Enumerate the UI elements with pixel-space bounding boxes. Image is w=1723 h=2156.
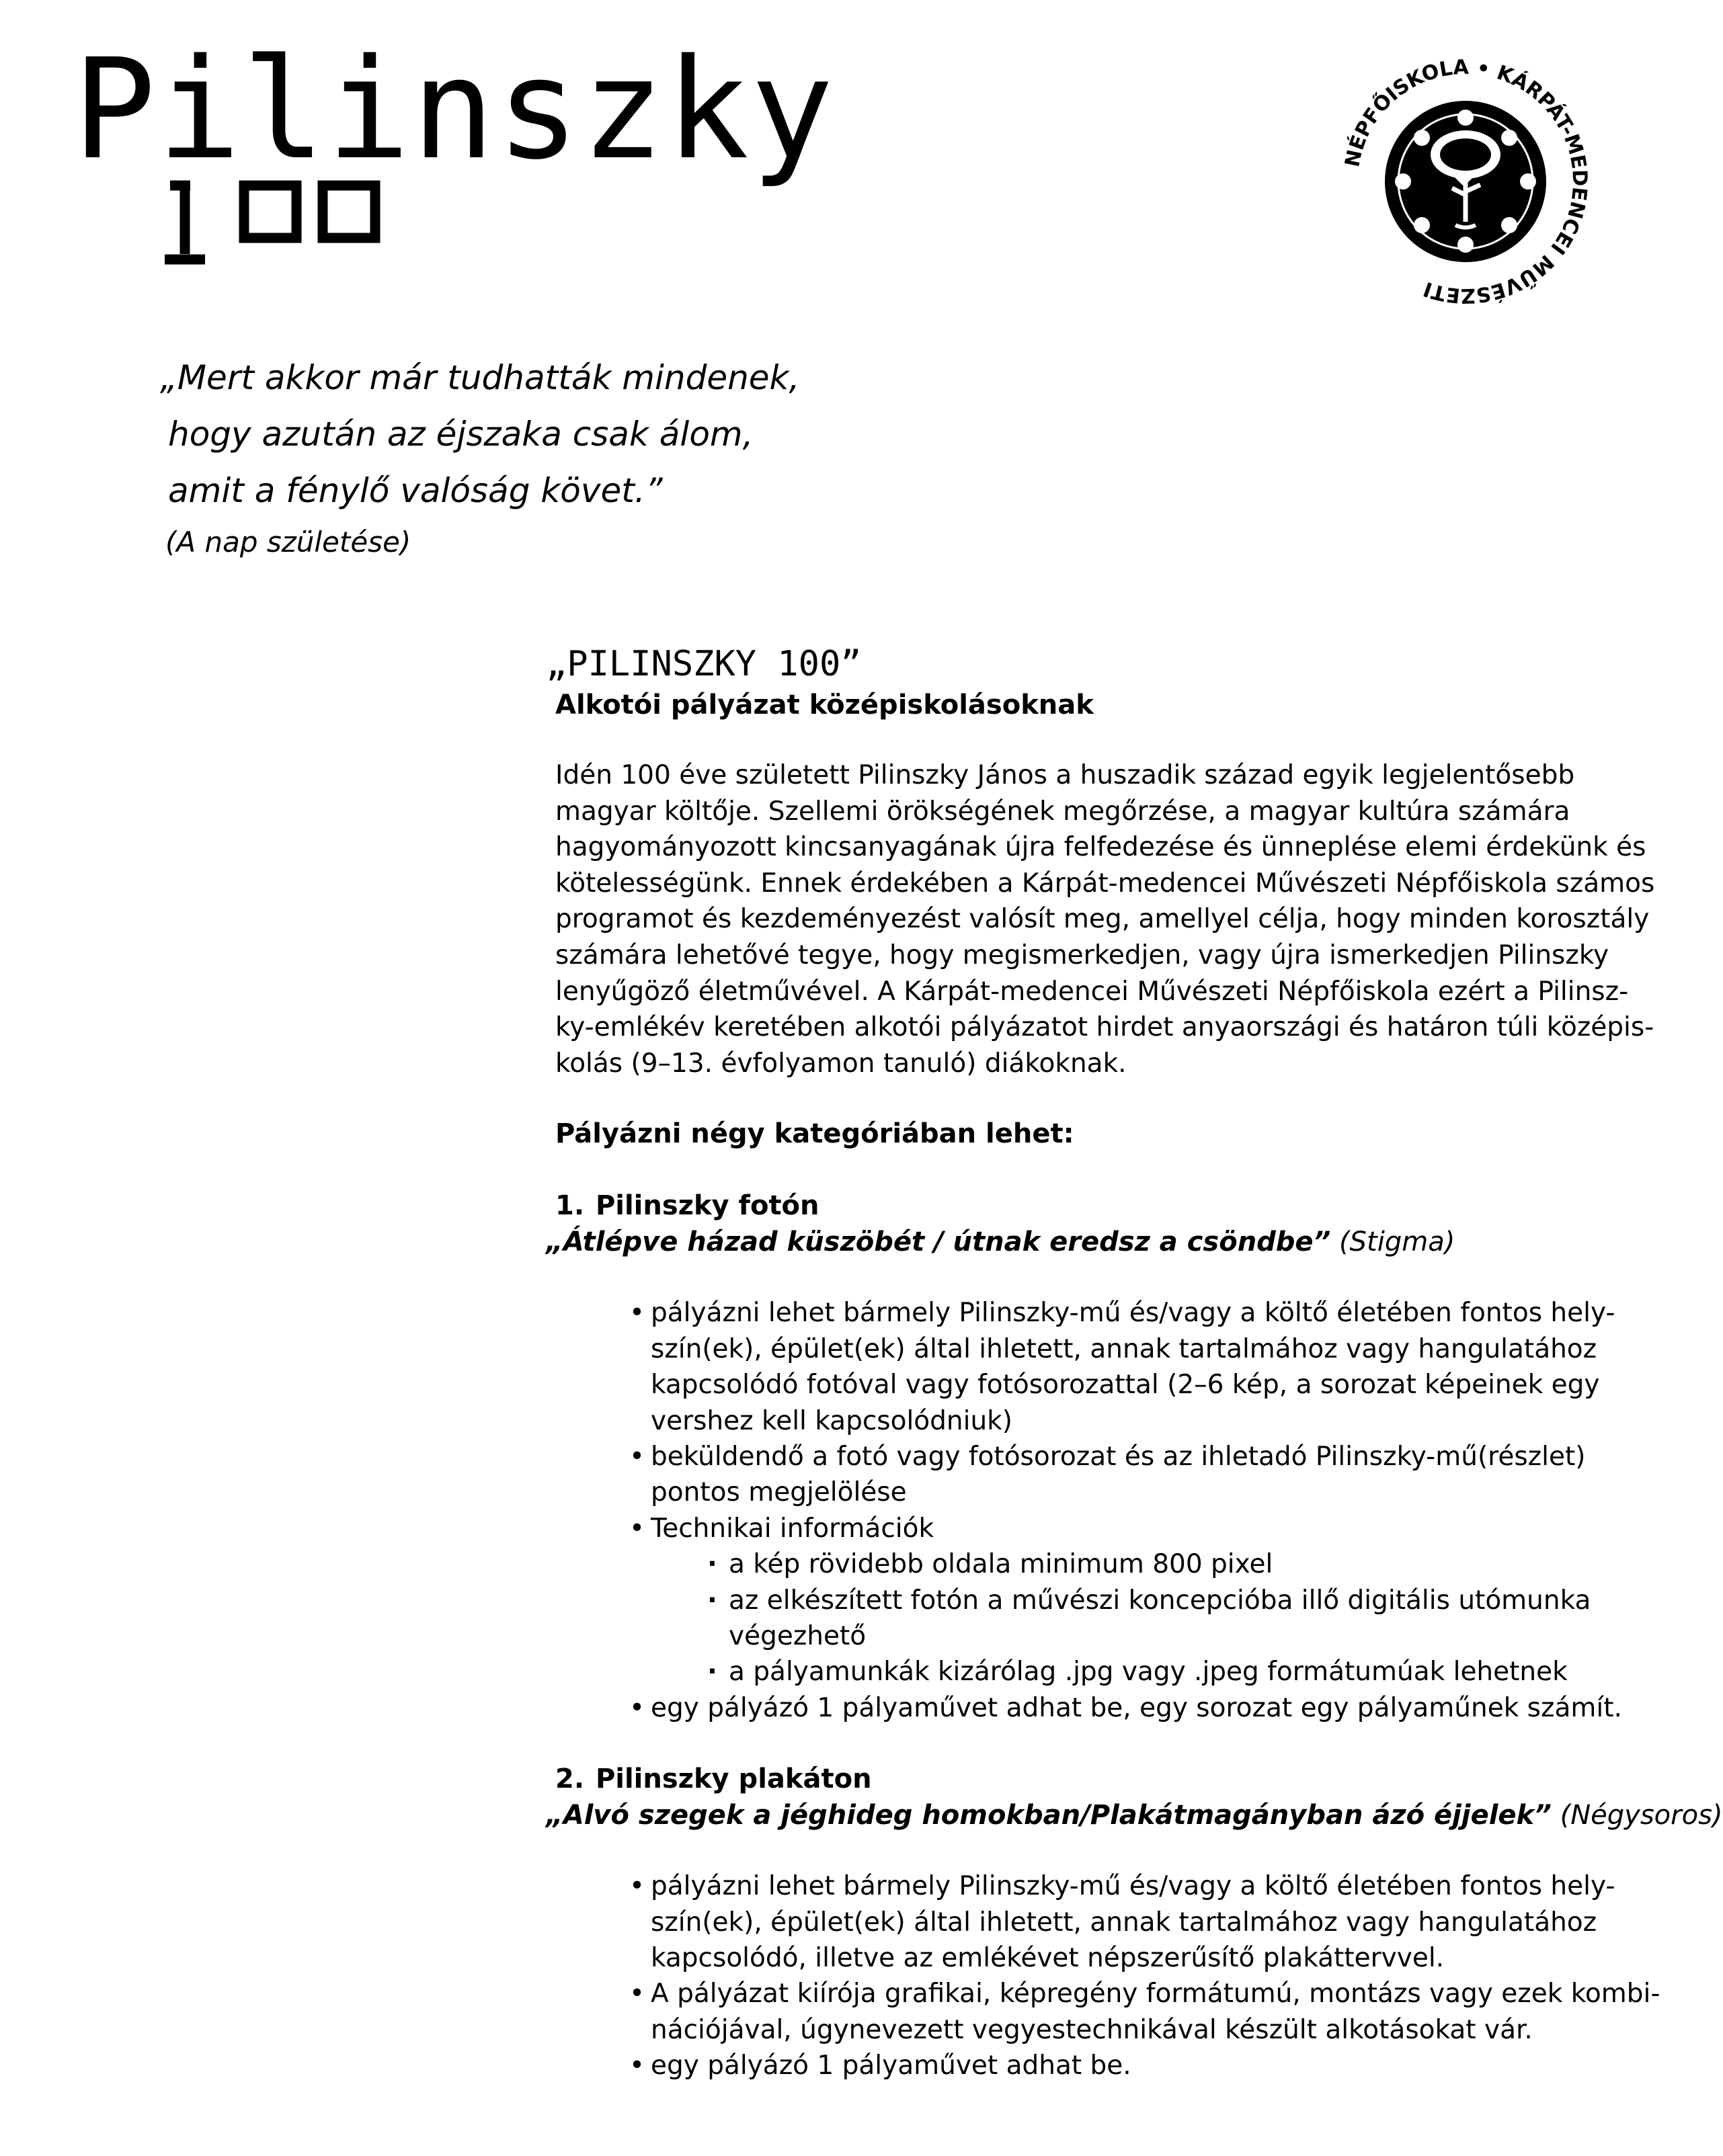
list-item-line: kapcsolódó, illetve az emlékévet népszerűsítő plakáttervvel. bbox=[651, 1943, 1445, 1974]
technical-info-list bbox=[707, 1546, 1595, 1690]
category-title: Pilinszky plakáton bbox=[595, 1764, 872, 1795]
list-item bbox=[629, 1511, 1595, 1690]
page-title: „PILINSZKY 100” bbox=[546, 644, 862, 684]
list-item-line: kapcsolódó fotóval vagy fotósorozattal (2–6 kép, a sorozat képeinek egy bbox=[651, 1370, 1600, 1401]
list-item-line: végezhető bbox=[729, 1621, 867, 1651]
motto-line: amit a fénylő valóság követ.” bbox=[168, 471, 663, 510]
page-subtitle: Alkotói pályázat középiskolásoknak bbox=[555, 690, 1094, 720]
list-item bbox=[629, 1868, 1615, 1976]
logo-number-100 bbox=[165, 173, 387, 274]
logo-number-glyphs-icon bbox=[165, 173, 387, 271]
list-item-line: • beküldendő a fotó vagy fotósorozat és az ihletadó Pilinszky-mű(részlet) bbox=[651, 1441, 1586, 1472]
list-item bbox=[629, 2048, 1595, 2083]
category-photo bbox=[546, 1188, 1622, 1726]
list-item bbox=[629, 1976, 1660, 2048]
list-item-line: vershez kell kapcsolódniuk) bbox=[651, 1405, 1012, 1436]
list-item-line: · a kép rövidebb oldala minimum 800 pixel bbox=[729, 1549, 1273, 1580]
category-quote-source: (Stigma) bbox=[1339, 1227, 1455, 1258]
categories-lead: Pályázni négy kategóriában lehet: bbox=[555, 1118, 1074, 1150]
intro-line: programot és kezdeményezést valósít meg, amellyel célja, hogy minden korosztály bbox=[555, 904, 1650, 935]
category-heading bbox=[555, 1761, 1595, 1797]
seal-emblem-icon bbox=[1338, 54, 1593, 309]
list-item-line: · a pályamunkák kizárólag .jpg vagy .jpeg formátumúak lehetnek bbox=[729, 1657, 1568, 1688]
list-item-line: • egy pályázó 1 pályaművet adhat be, egy sorozat egy pályaműnek számít. bbox=[651, 1692, 1622, 1723]
intro-line: Idén 100 éve született Pilinszky János a huszadik század egyik legjelentősebb bbox=[555, 760, 1575, 790]
category-number: 2. bbox=[555, 1764, 585, 1795]
list-item-line: szín(ek), épület(ek) által ihletett, annak tartalmához vagy hangulatához bbox=[651, 1333, 1597, 1364]
sub-list-item bbox=[707, 1546, 1595, 1582]
list-item bbox=[629, 1439, 1595, 1511]
intro-line: kolás (9–13. évfolyamon tanuló) diákoknak. bbox=[555, 1048, 1127, 1079]
intro-paragraph bbox=[555, 757, 1655, 1081]
call-for-entries bbox=[546, 642, 1723, 2084]
category-quote-text: „Alvó szegek a jéghideg homokban/Plakátmagányban ázó éjjelek” bbox=[546, 1800, 1552, 1831]
list-item-line: • pályázni lehet bármely Pilinszky-mű és/vagy a költő életében fontos hely- bbox=[651, 1871, 1615, 1902]
svg-text:NÉPFŐISKOLA • KÁRPÁT-MEDENCEI: NÉPFŐISKOLA • KÁRPÁT-MEDENCEI MŰVÉSZETI bbox=[1340, 55, 1592, 308]
intro-line: magyar költője. Szellemi örökségének megőrzése, a magyar kultúra számára bbox=[555, 796, 1570, 827]
category-quote-source: (Négysoros) bbox=[1560, 1800, 1723, 1831]
list-item-line: • A pályázat kiírója grafikai, képregény formátumú, montázs vagy ezek kombi- bbox=[651, 1979, 1660, 2009]
list-item-line: pontos megjelölése bbox=[651, 1477, 907, 1508]
category-quote bbox=[546, 1224, 1595, 1260]
list-item-line: • pályázni lehet bármely Pilinszky-mű és/vagy a költő életében fontos hely- bbox=[651, 1298, 1615, 1329]
category-heading bbox=[555, 1188, 1595, 1224]
logo-title: Pilinszky bbox=[73, 29, 836, 190]
list-item bbox=[629, 1690, 1622, 1726]
list-item-line: • egy pályázó 1 pályaművet adhat be. bbox=[651, 2050, 1131, 2081]
list-item-line: szín(ek), épület(ek) által ihletett, annak tartalmához vagy hangulatához bbox=[651, 1907, 1597, 1938]
intro-line: kötelességünk. Ennek érdekében a Kárpát-medencei Művészeti Népfőiskola számos bbox=[555, 868, 1655, 899]
list-item-line: • Technikai információk bbox=[651, 1513, 934, 1544]
category-number: 1. bbox=[555, 1190, 585, 1222]
motto-source: (A nap születése) bbox=[165, 526, 411, 558]
category-title: Pilinszky fotón bbox=[595, 1190, 819, 1222]
intro-line: hagyományozott kincsanyagának újra felfedezése és ünneplése elemi érdekünk és bbox=[555, 832, 1646, 863]
list-item bbox=[629, 1295, 1615, 1439]
motto-line: hogy azután az éjszaka csak álom, bbox=[168, 415, 754, 454]
intro-line: számára lehetővé tegye, hogy megismerkedjen, vagy újra ismerkedjen Pilinszky bbox=[555, 940, 1609, 970]
motto-quote bbox=[160, 349, 799, 566]
sub-list-item bbox=[707, 1583, 1595, 1655]
school-seal bbox=[1338, 54, 1593, 309]
category-rules bbox=[629, 1868, 1660, 2083]
category-quote-text: „Átlépve házad küszöbét / útnak eredsz a csöndbe” bbox=[546, 1227, 1331, 1258]
sub-list-item bbox=[707, 1654, 1595, 1690]
category-rules bbox=[629, 1295, 1622, 1726]
motto-line: „Mert akkor már tudhatták mindenek, bbox=[160, 358, 800, 397]
intro-line: ky-emlékév keretében alkotói pályázatot hirdet anyaországi és határon túli középis- bbox=[555, 1012, 1654, 1043]
list-item-line: nációjával, úgynevezett vegyestechnikával készült alkotásokat vár. bbox=[651, 2014, 1533, 2045]
list-item-line: · az elkészített fotón a művészi koncepcióba illő digitális utómunka bbox=[729, 1585, 1591, 1616]
category-poster bbox=[546, 1761, 1723, 2083]
category-quote bbox=[546, 1797, 1723, 1833]
intro-line: lenyűgöző életművével. A Kárpát-medencei Művészeti Népfőiskola ezért a Pilinsz- bbox=[555, 976, 1629, 1007]
